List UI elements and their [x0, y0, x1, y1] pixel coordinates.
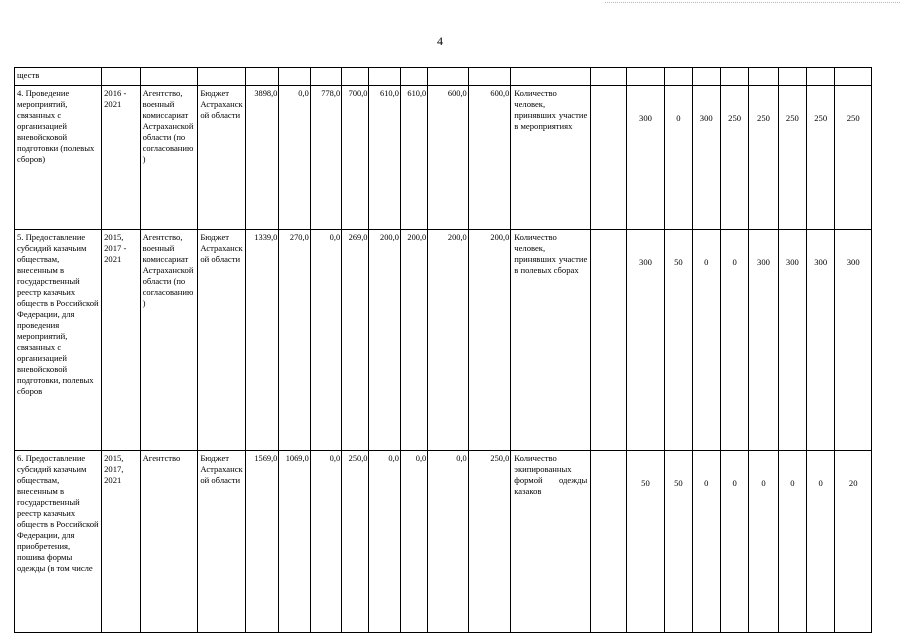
indicator-value: 0 [778, 451, 806, 633]
funding-source: Бюджет Астраханской области [198, 451, 246, 633]
finance-value: 3898,0 [245, 86, 278, 230]
indicator-name: Количество человек, принявших участие в мероприятиях [511, 86, 591, 230]
indicator-value: 50 [665, 230, 692, 451]
indicator-value: 0 [749, 451, 778, 633]
finance-value: 200,0 [468, 230, 511, 451]
program-table [14, 67, 872, 633]
indicator-value: 300 [692, 86, 720, 230]
indicator-value: 300 [626, 230, 664, 451]
indicator-value: 300 [778, 230, 806, 451]
finance-value: 200,0 [369, 230, 400, 451]
finance-value: 1069,0 [279, 451, 310, 633]
indicator-value: 0 [665, 86, 692, 230]
indicator-value: 50 [626, 451, 664, 633]
indicator-value: 20 [835, 451, 872, 633]
table-row [15, 451, 872, 633]
finance-value: 778,0 [310, 86, 341, 230]
page-number: 4 [437, 34, 443, 48]
indicator-value: 0 [692, 230, 720, 451]
finance-value: 610,0 [400, 86, 427, 230]
header-continuation-row [15, 68, 872, 86]
continued-text: ществ [15, 68, 102, 86]
finance-value: 0,0 [400, 451, 427, 633]
indicator-value: 250 [720, 86, 748, 230]
indicator-value: 300 [749, 230, 778, 451]
finance-value: 600,0 [468, 86, 511, 230]
finance-value: 269,0 [342, 230, 369, 451]
event-name: 5. Предоставление субсидий казачьим обществам, внесенным в государственный реестр казачьих обществ в Российской Федерации, для проведения мероприятий, связанных с организацией вневойсковой подготовки, полевых сборов [15, 230, 102, 451]
finance-value: 1339,0 [245, 230, 278, 451]
event-name: 4. Проведение мероприятий, связанных с организацией вневойсковой подготовки (полевых сборов) [15, 86, 102, 230]
indicator-value: 250 [778, 86, 806, 230]
finance-value: 250,0 [468, 451, 511, 633]
finance-value: 0,0 [279, 86, 310, 230]
base-value [591, 86, 626, 230]
scan-artifact-line [605, 2, 900, 6]
finance-value: 200,0 [400, 230, 427, 451]
indicator-value: 300 [807, 230, 835, 451]
table-row [15, 230, 872, 451]
finance-value: 270,0 [279, 230, 310, 451]
finance-value: 610,0 [369, 86, 400, 230]
indicator-value: 50 [665, 451, 692, 633]
executor: Агентство, военный комиссариат Астраханской области (по согласованию) [140, 86, 198, 230]
executor: Агентство [140, 451, 198, 633]
indicator-value: 250 [807, 86, 835, 230]
indicator-value: 300 [626, 86, 664, 230]
period: 2016 - 2021 [102, 86, 140, 230]
funding-source: Бюджет Астраханской области [198, 230, 246, 451]
finance-value: 600,0 [428, 86, 469, 230]
finance-value: 0,0 [310, 230, 341, 451]
finance-value: 200,0 [428, 230, 469, 451]
table-row [15, 86, 872, 230]
executor: Агентство, военный комиссариат Астраханской области (по согласованию) [140, 230, 198, 451]
period: 2015, 2017, 2021 [102, 451, 140, 633]
indicator-value: 0 [720, 451, 748, 633]
finance-value: 0,0 [369, 451, 400, 633]
indicator-name: Количество экипированных формой одежды казаков [511, 451, 591, 633]
indicator-name: Количество человек, принявших участие в полевых сборах [511, 230, 591, 451]
finance-value: 1569,0 [245, 451, 278, 633]
base-value [591, 230, 626, 451]
finance-value: 0,0 [428, 451, 469, 633]
indicator-value: 0 [692, 451, 720, 633]
finance-value: 700,0 [342, 86, 369, 230]
indicator-value: 0 [807, 451, 835, 633]
indicator-value: 250 [835, 86, 872, 230]
funding-source: Бюджет Астраханской области [198, 86, 246, 230]
event-name: 6. Предоставление субсидий казачьим обществам, внесенным в государственный реестр казачьих обществ в Российской Федерации, для приобретения, пошива формы одежды (в том числе [15, 451, 102, 633]
base-value [591, 451, 626, 633]
finance-value: 250,0 [342, 451, 369, 633]
indicator-value: 250 [749, 86, 778, 230]
indicator-value: 0 [720, 230, 748, 451]
finance-value: 0,0 [310, 451, 341, 633]
period: 2015, 2017 - 2021 [102, 230, 140, 451]
indicator-value: 300 [835, 230, 872, 451]
